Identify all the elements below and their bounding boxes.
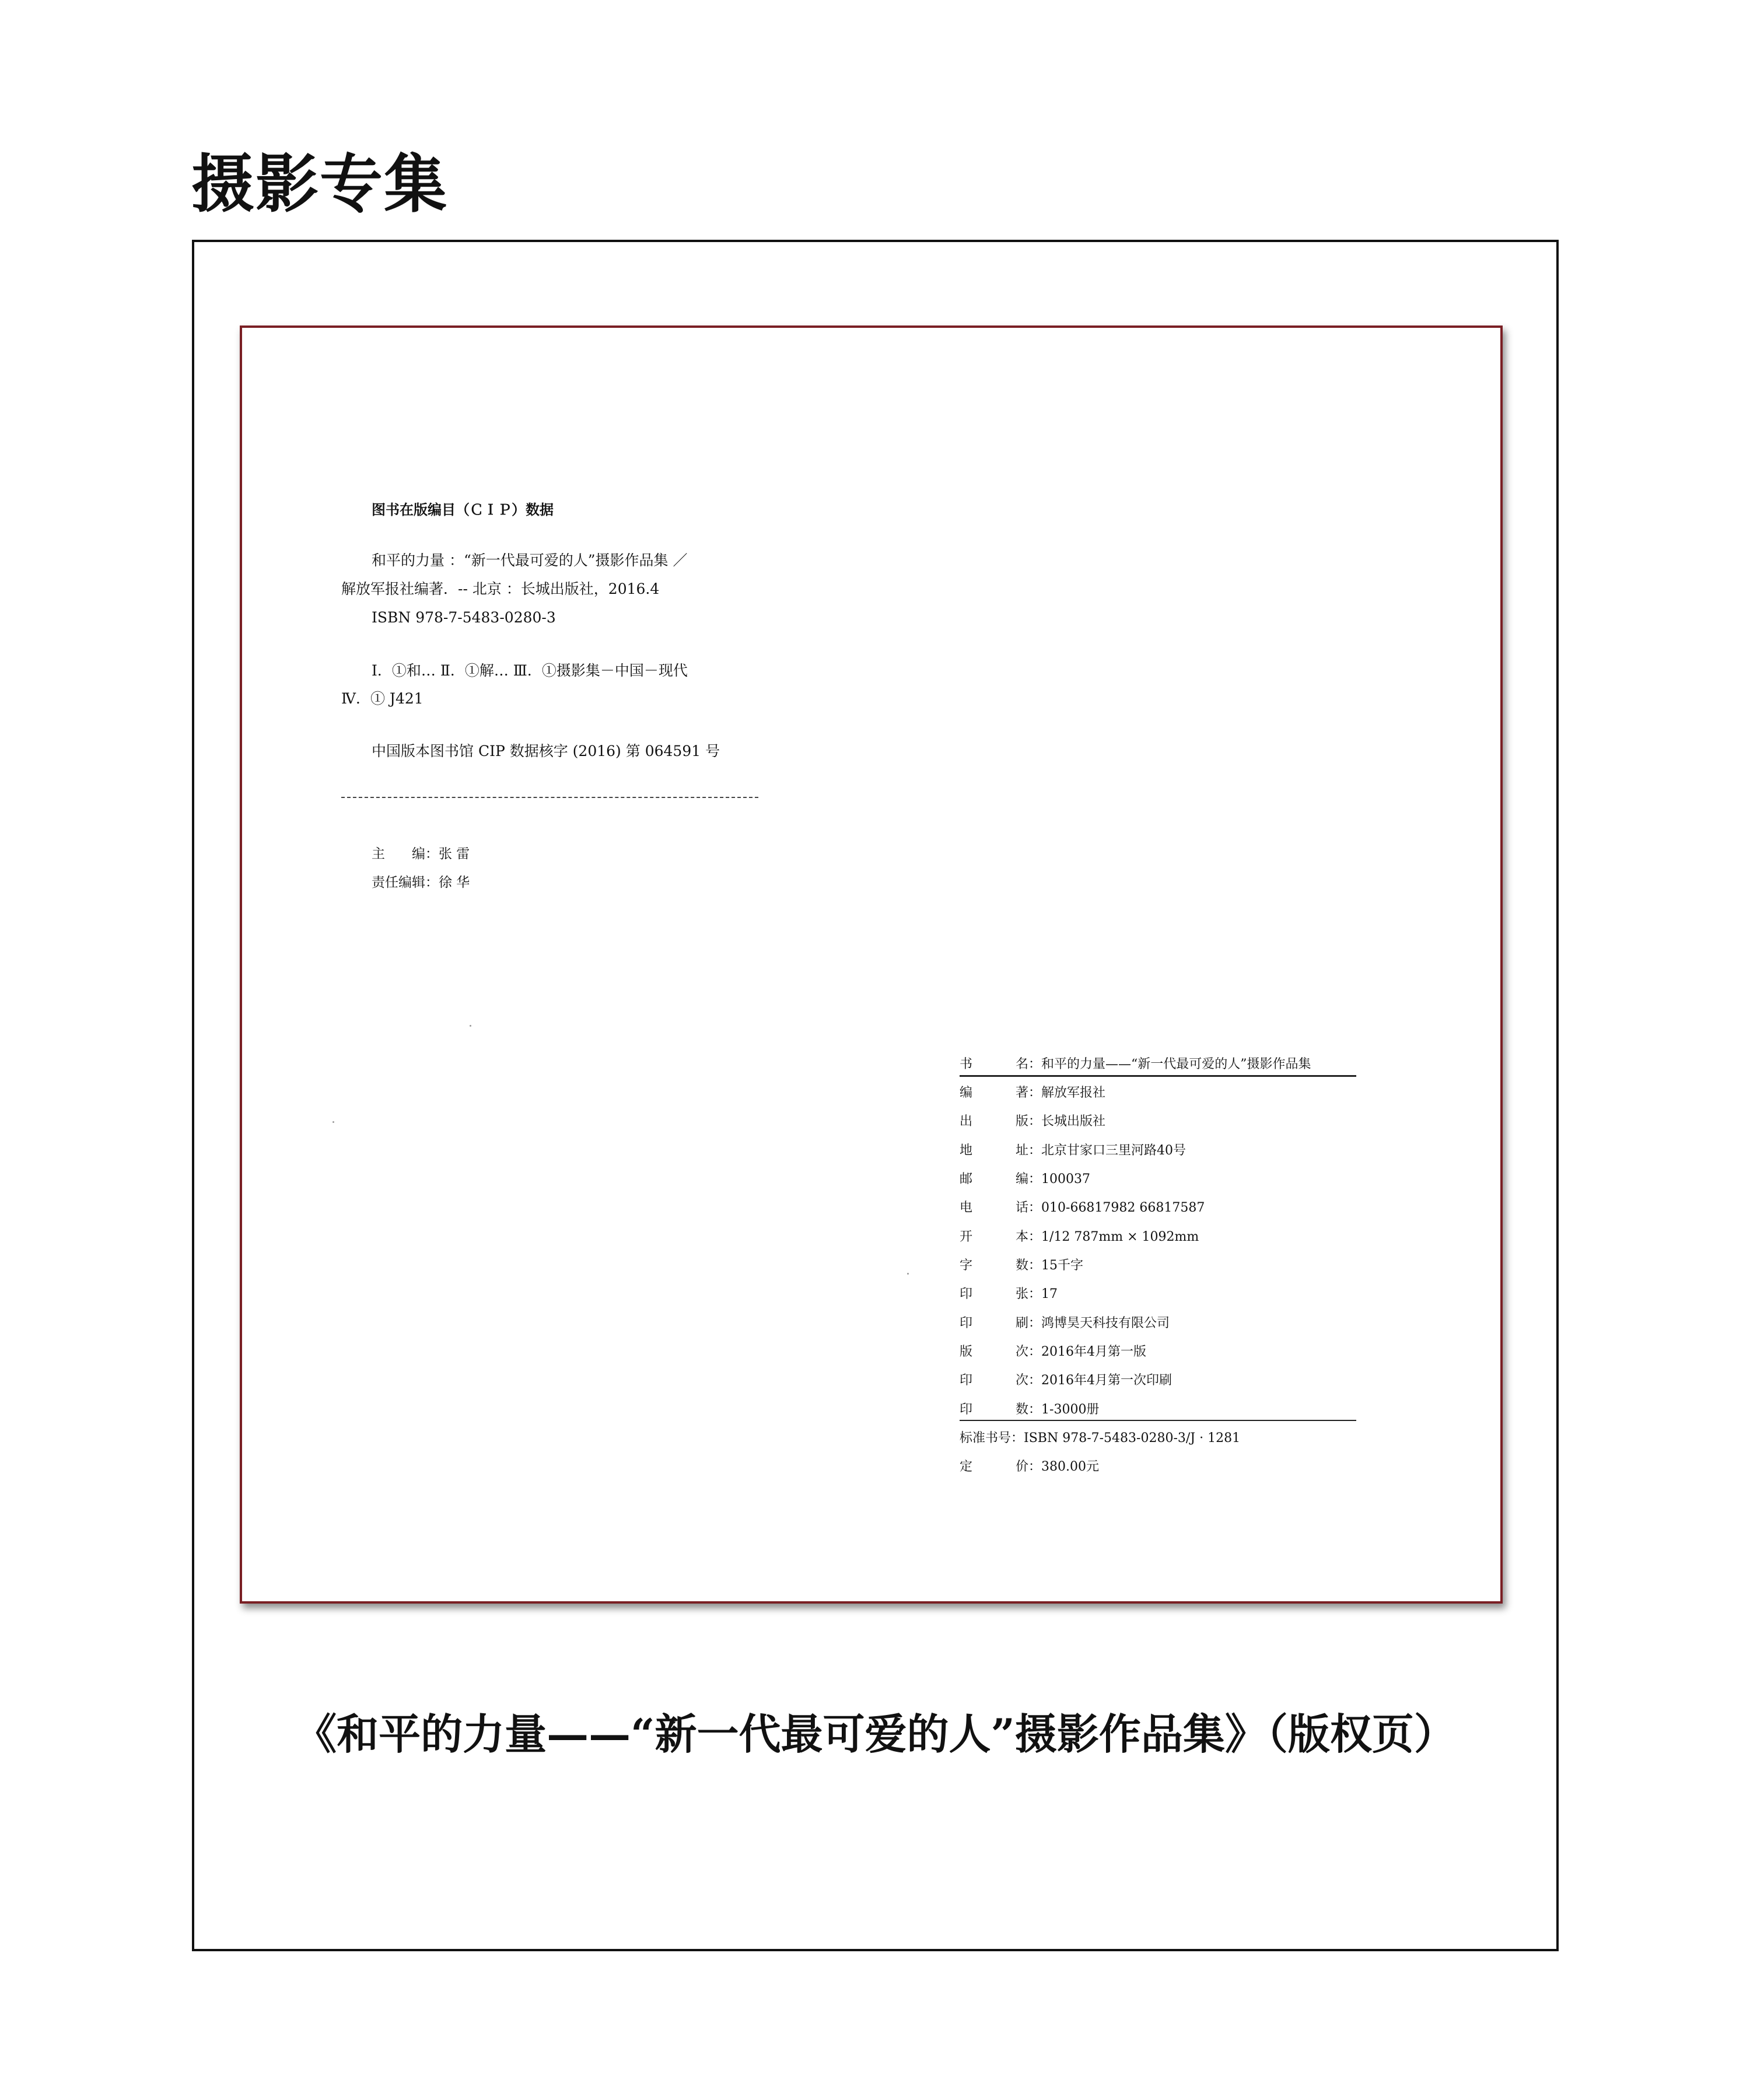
imprint-row: 电话：010-66817982 66817587 (960, 1198, 1205, 1215)
imprint-rule-bottom (960, 1420, 1356, 1421)
price-label: 定价 (960, 1460, 1028, 1474)
cip-line: Ⅰ．①和… Ⅱ．①解… Ⅲ．①摄影集－中国－现代 (372, 662, 688, 679)
scan-speck (907, 1273, 909, 1275)
imprint-label: 印数 (960, 1402, 1028, 1417)
imprint-label: 出版 (960, 1114, 1028, 1129)
imprint-value: 2016年4月第一版 (1041, 1345, 1147, 1359)
responsible-editor-line: 责任编辑：徐 华 (372, 875, 470, 890)
imprint-row: 编著：解放军报社 (960, 1083, 1105, 1100)
imprint-label: 印刷 (960, 1316, 1028, 1331)
imprint-row: 出版：长城出版社 (960, 1111, 1105, 1129)
imprint-rule-top (960, 1075, 1356, 1077)
imprint-label: 开本 (960, 1230, 1028, 1244)
imprint-label: 印次 (960, 1373, 1028, 1388)
cip-heading: 图书在版编目（ＣＩＰ）数据 (372, 502, 554, 518)
chief-editor-label: 主 编 (372, 846, 425, 862)
imprint-value: 和平的力量——“新一代最可爱的人”摄影作品集 (1041, 1057, 1311, 1072)
dashed-separator (341, 797, 758, 798)
isbn-label: 标准书号 (960, 1431, 1012, 1446)
imprint-label: 电话 (960, 1200, 1028, 1215)
imprint-row: 印刷：鸿博昊天科技有限公司 (960, 1313, 1170, 1331)
section-title: 摄影专集 (191, 148, 449, 221)
imprint-row: 地址：北京甘家口三里河路40号 (960, 1140, 1186, 1158)
imprint-label: 版次 (960, 1345, 1028, 1359)
cip-line: 中国版本图书馆 CIP 数据核字 (2016) 第 064591 号 (372, 743, 720, 760)
imprint-row: 印数：1-3000册 (960, 1399, 1099, 1417)
cip-line: 解放军报社编著．-- 北京 ：长城出版社，2016.4 (341, 580, 660, 597)
imprint-row: 邮编：100037 (960, 1169, 1090, 1186)
imprint-label: 字数 (960, 1258, 1028, 1273)
scan-speck (332, 1121, 334, 1123)
imprint-label: 印张 (960, 1287, 1028, 1301)
imprint-row: 印次：2016年4月第一次印刷 (960, 1370, 1172, 1388)
imprint-row: 书名：和平的力量——“新一代最可爱的人”摄影作品集 (960, 1054, 1311, 1072)
isbn-value: ISBN 978-7-5483-0280-3/J · 1281 (1024, 1431, 1241, 1446)
imprint-row: 版次：2016年4月第一版 (960, 1342, 1146, 1359)
imprint-value: 解放军报社 (1041, 1086, 1106, 1100)
responsible-editor-label: 责任编辑 (372, 875, 425, 890)
imprint-value: 15千字 (1041, 1258, 1084, 1273)
copyright-page-scan (240, 326, 1503, 1604)
imprint-label: 地址 (960, 1143, 1028, 1158)
imprint-value: 2016年4月第一次印刷 (1041, 1373, 1172, 1388)
imprint-price-row: 定价：380.00元 (960, 1457, 1099, 1474)
price-value: 380.00元 (1041, 1460, 1099, 1474)
imprint-value: 17 (1041, 1287, 1058, 1301)
cip-line: Ⅳ．① J421 (341, 690, 424, 707)
imprint-value: 北京甘家口三里河路40号 (1041, 1143, 1186, 1158)
imprint-value: 010-66817982 66817587 (1041, 1200, 1205, 1215)
imprint-row: 印张：17 (960, 1284, 1058, 1301)
imprint-label: 编著 (960, 1086, 1028, 1100)
figure-caption: 《和平的力量——“新一代最可爱的人”摄影作品集》（版权页） (295, 1709, 1456, 1759)
imprint-value: 鸿博昊天科技有限公司 (1041, 1316, 1170, 1331)
scan-speck (470, 1025, 471, 1027)
imprint-label: 邮编 (960, 1172, 1028, 1186)
imprint-value: 100037 (1041, 1172, 1090, 1186)
imprint-row: 开本：1/12 787mm × 1092mm (960, 1227, 1199, 1244)
chief-editor-line: 主 编：张 雷 (372, 846, 470, 862)
imprint-isbn-row: 标准书号：ISBN 978-7-5483-0280-3/J · 1281 (960, 1428, 1240, 1446)
imprint-value: 1/12 787mm × 1092mm (1041, 1230, 1199, 1244)
imprint-value: 长城出版社 (1041, 1114, 1106, 1129)
imprint-row: 字数：15千字 (960, 1255, 1083, 1273)
responsible-editor-name: 徐 华 (439, 875, 470, 890)
chief-editor-name: 张 雷 (439, 846, 470, 862)
imprint-label: 书名 (960, 1057, 1028, 1072)
cip-line: 和平的力量 ：“新一代最可爱的人”摄影作品集 ／ (372, 552, 688, 569)
cip-line: ISBN 978-7-5483-0280-3 (372, 609, 556, 626)
imprint-value: 1-3000册 (1041, 1402, 1100, 1417)
